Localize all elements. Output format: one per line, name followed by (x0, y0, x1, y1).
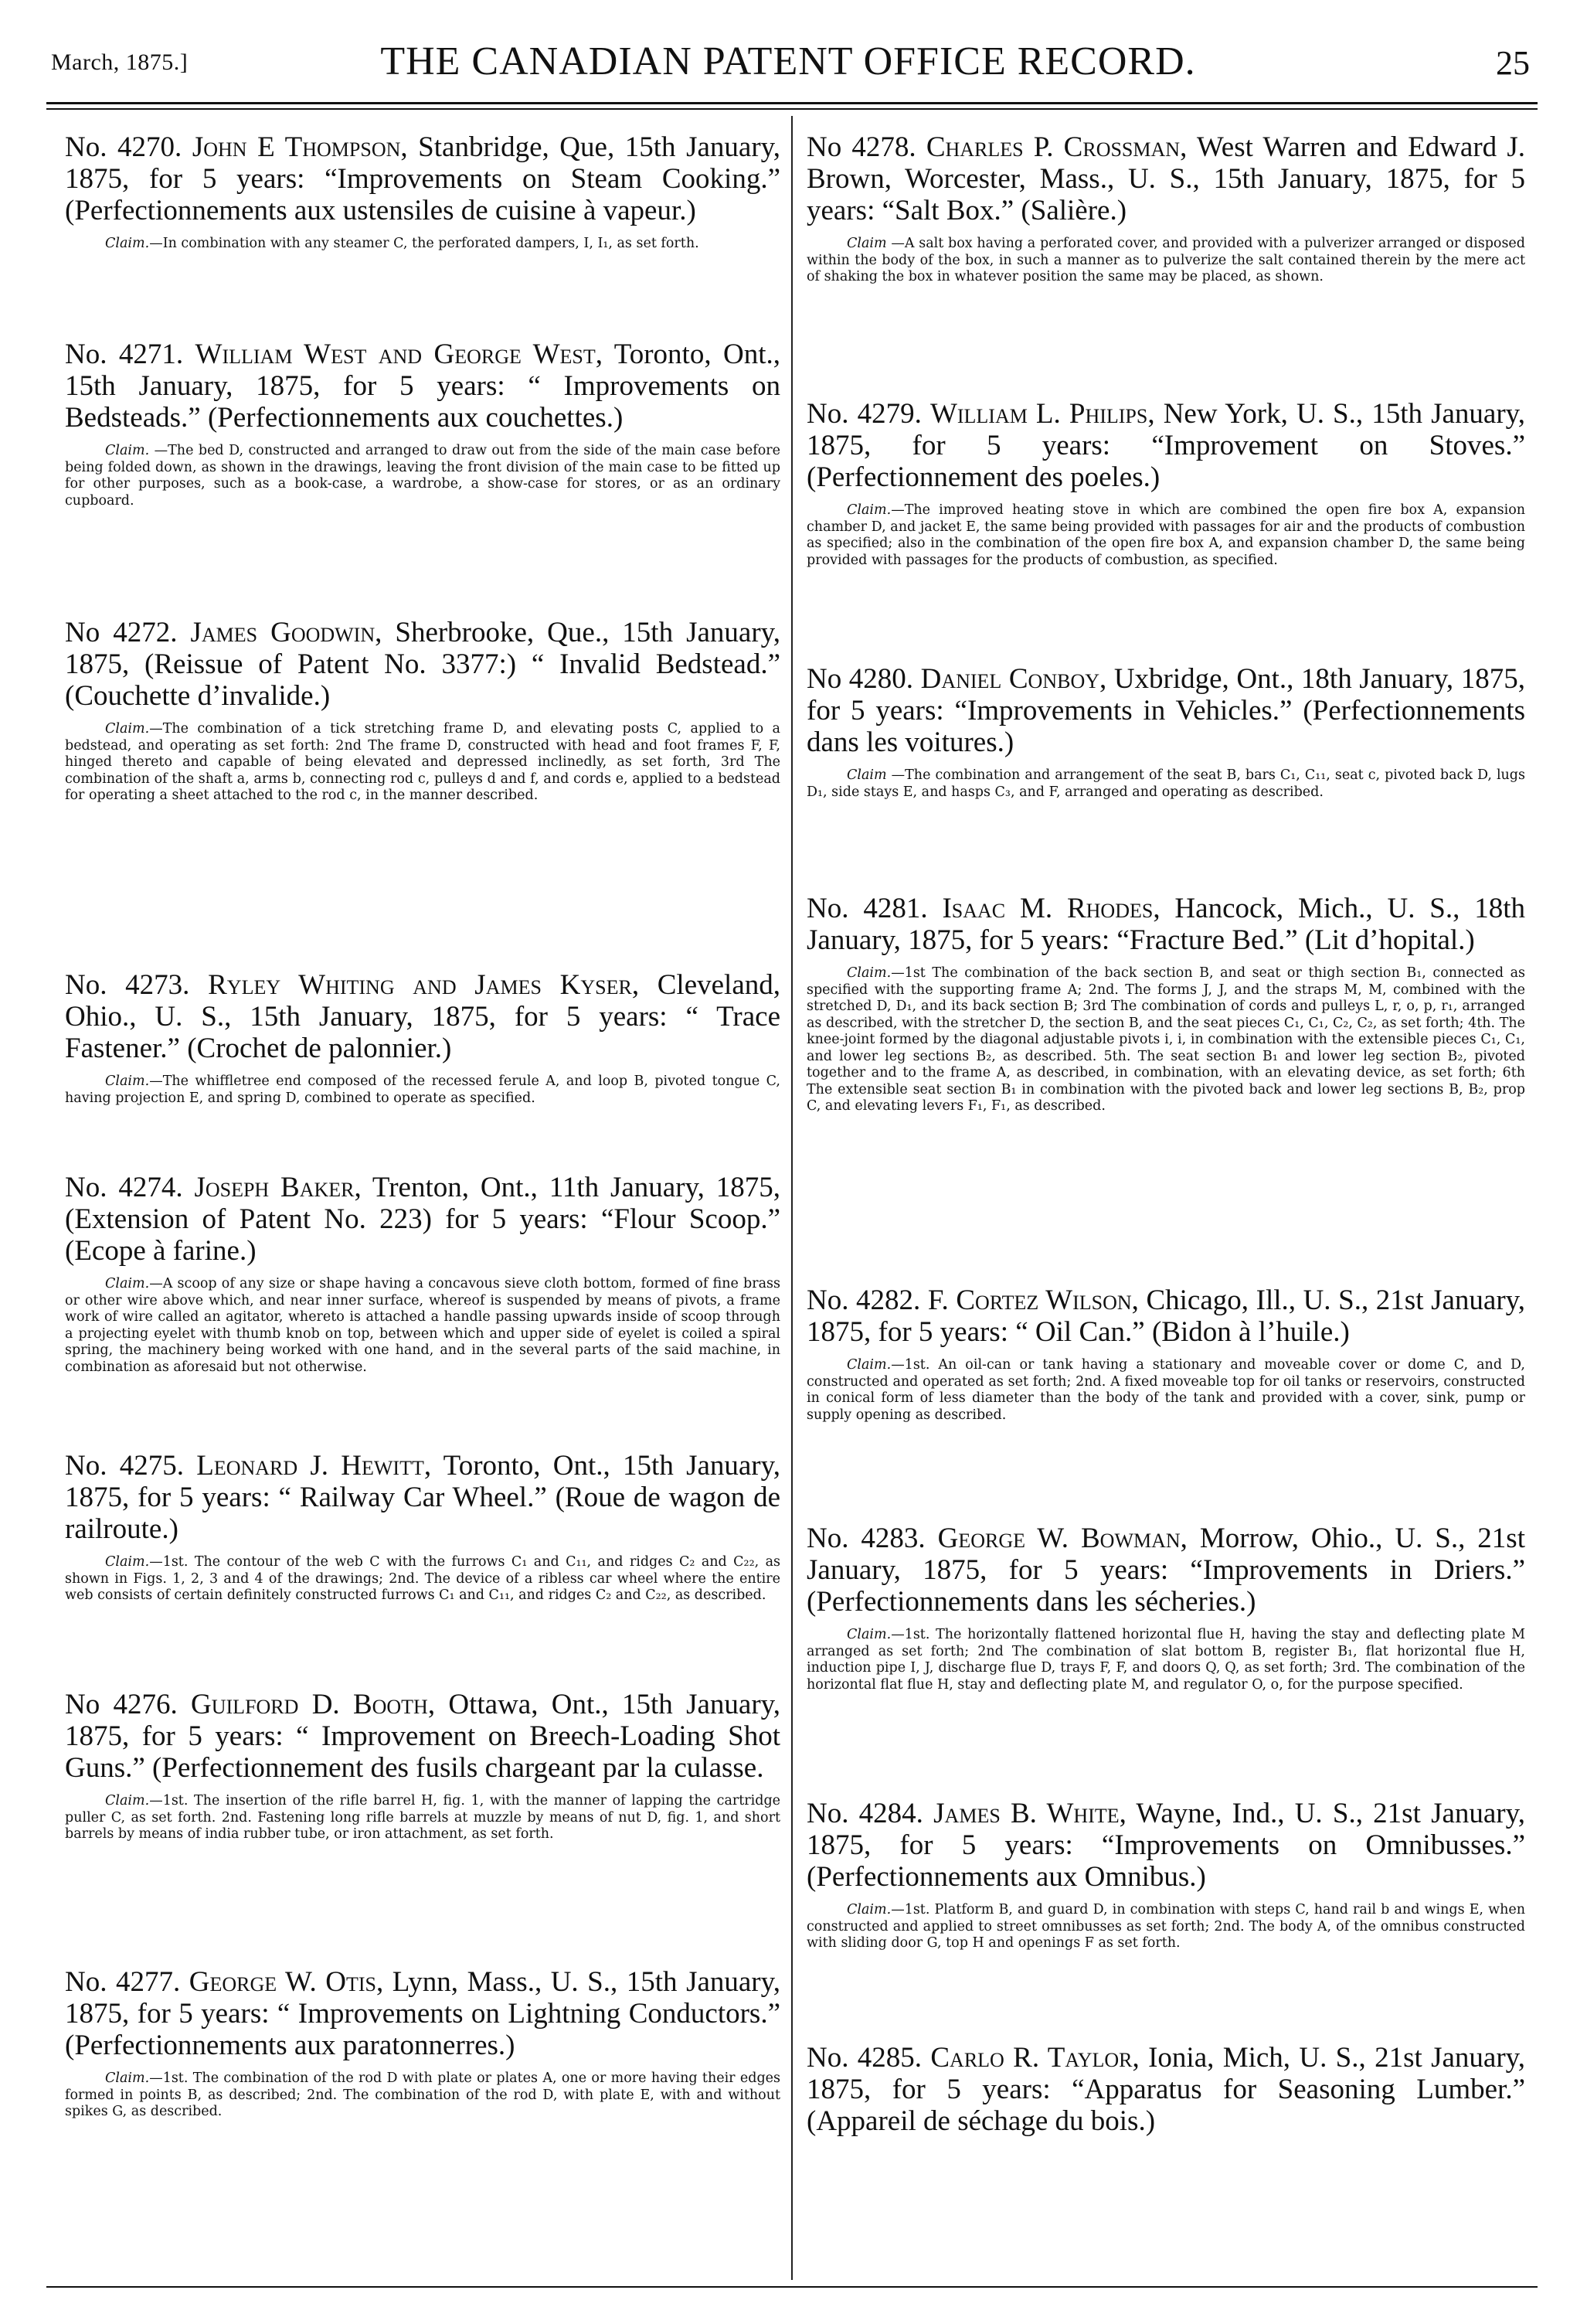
patentee-name: Isaac M. Rhodes (942, 893, 1154, 924)
patent-details: , Cleveland, Ohio., U. S., 15th January, 1875, for 5 years: “ Trace Fastener.” (Crochet de palonnier.) (65, 969, 781, 1064)
patentee-name: Carlo R. Taylor (930, 2042, 1133, 2074)
patent-claim (65, 1276, 780, 1376)
entry-heading (807, 1798, 1525, 1893)
patent-number: No. 4281. (807, 893, 928, 924)
patent-entry-4271 (65, 339, 780, 509)
patent-number: No. 4285. (807, 2042, 923, 2074)
patent-claim (65, 1554, 780, 1604)
patentee-name: George W. Otis (189, 1966, 376, 1998)
claim-label: Claim. (105, 443, 150, 458)
claim-label: Claim. (847, 1357, 892, 1373)
patent-number: No. 4275. (65, 1450, 184, 1482)
claim-label: Claim. (105, 1554, 150, 1570)
patent-claim (65, 1793, 780, 1843)
patent-claim (65, 721, 780, 805)
patent-claim (807, 502, 1525, 569)
patent-entry-4283 (807, 1523, 1525, 1693)
entry-heading (65, 1450, 780, 1545)
claim-label: Claim. (105, 2071, 150, 2086)
patent-claim (807, 236, 1525, 286)
patent-entry-4272 (65, 617, 780, 805)
header-title: THE CANADIAN PATENT OFFICE RECORD. (380, 39, 1196, 83)
claim-text: —The improved heating stove in which are combined the open fire box A, expansion chamber D, and jacket E, the same being provided with passages for air and the products of combustion as specified; also in the combination of the open fire box A, and expansion chamber D, the same being provided with passages for the products of combustion, as specified. (807, 502, 1525, 568)
patent-number: No. 4283. (807, 1523, 926, 1554)
claim-text: —1st. Platform B, and guard D, in combination with steps C, hand rail b and wings E, when constructed and applied to street omnibusses as set forth; 2nd. The body A, of the omnibus constructed with sliding door G, top H and openings F as set forth. (807, 1902, 1525, 1951)
patent-claim (65, 2071, 780, 2121)
patent-number: No. 4282. (807, 1284, 921, 1316)
header-date: March, 1875.] (51, 49, 189, 75)
claim-label: Claim (847, 236, 887, 251)
patent-claim (807, 1902, 1525, 1952)
patent-entry-4276 (65, 1689, 780, 1843)
claim-label: Claim. (105, 1276, 150, 1291)
patentee-name: William L. Philips (929, 398, 1148, 430)
entry-heading (807, 131, 1525, 226)
patent-claim (65, 236, 780, 253)
patent-details: , Toronto, Ont., 15th January, 1875, for 5 years: “ Railway Car Wheel.” (Roue de wagon de railroute.) (65, 1450, 780, 1545)
patent-claim (65, 1074, 780, 1107)
header-rule (46, 102, 1538, 104)
patentee-name: William West and George West (195, 339, 596, 370)
patent-details: , Chicago, Ill., U. S., 21st January, 1875, for 5 years: “ Oil Can.” (Bidon à l’huile.) (807, 1284, 1525, 1348)
patent-entry-4281 (807, 893, 1525, 1115)
patent-entry-4284 (807, 1798, 1525, 1952)
patentee-name: F. Cortez Wilson (927, 1284, 1132, 1316)
patent-entry-4279 (807, 398, 1525, 569)
claim-label: Claim. (105, 1074, 150, 1089)
patent-number: No 4280. (807, 663, 914, 695)
patent-entry-4282 (807, 1284, 1525, 1424)
patentee-name: James B. White (933, 1798, 1120, 1829)
patent-details: , Ionia, Mich, U. S., 21st January, 1875, for 5 years: “Apparatus for Seasoning Lumber.” (Appareil de séchage du bois.) (807, 2042, 1525, 2137)
patent-number: No. 4273. (65, 969, 190, 1001)
claim-label: Claim. (847, 1902, 892, 1917)
patent-entry-4270 (65, 131, 780, 253)
patentee-name: Charles P. Crossman (926, 131, 1181, 163)
patentee-name: Leonard J. Hewitt (196, 1450, 424, 1482)
patent-entry-4274 (65, 1172, 780, 1376)
patent-number: No. 4284. (807, 1798, 923, 1829)
patent-details: , Ottawa, Ont., 15th January, 1875, for 5 years: “ Improvement on Breech-Loading Shot Guns.” (Perfectionnement des fusils chargeant par la culasse. (65, 1689, 780, 1784)
patentee-name: James Goodwin (190, 617, 376, 648)
patent-details: , Lynn, Mass., U. S., 15th January, 1875, for 5 years: “ Improvements on Lightning Conductors.” (Perfectionnements aux paratonnerres.) (65, 1966, 780, 2061)
patent-entry-4277 (65, 1966, 780, 2121)
patent-entry-4273 (65, 969, 780, 1107)
patent-details: , Hancock, Mich., U. S., 18th January, 1875, for 5 years: “Fracture Bed.” (Lit d’hopital.) (807, 893, 1525, 956)
entry-heading (65, 1172, 780, 1267)
claim-label: Claim. (847, 502, 892, 518)
claim-text: —The combination of a tick stretching frame D, and elevating posts C, applied to a bedstead, and operating as set forth: 2nd The frame D, constructed with head and foot frames F, F, hinged thereto and capable of being elevated and depressed inclinedly, as set forth, 3rd The combination of the shaft a, arms b, connecting rod c, pulleys d and f, and cords e, applied to a bedstead for operating a sheet attached to the rod c, in the manner described. (65, 721, 780, 803)
claim-text: —A scoop of any size or shape having a concavous sieve cloth bottom, formed of fine brass or other wire above which, and near inner surface, whereof is suspended by means of pivots, a frame work of wire called an agitator, whereto is attached a handle passing upwards inside of scoop through a projecting eyelet with thumb knob on top, between which and upper side of eyelet is coiled a spiral spring, the machinery being worked with one hand, and in the several parts of the said machine, in combination as aforesaid but not otherwise. (65, 1276, 780, 1375)
header-rule-thin (46, 108, 1538, 110)
claim-text: —1st. The insertion of the rifle barrel H, fig. 1, with the manner of lapping the cartridge puller C, as set forth. 2nd. Fastening long rifle barrels at muzzle by means of nut D, fig. 1, and short barrels by means of india rubber tube, or iron attachment, as set forth. (65, 1793, 780, 1842)
patent-number: No 4278. (807, 131, 916, 163)
claim-text: —The whiffletree end composed of the recessed ferule A, and loop B, pivoted tongue C, having projection E, and spring D, combined to operate as specified. (65, 1074, 780, 1106)
entry-heading (807, 398, 1525, 493)
entry-heading (807, 663, 1525, 758)
entry-heading (65, 131, 780, 226)
claim-text: —1st. The contour of the web C with the furrows C₁ and C₁₁, and ridges C₂ and C₂₂, as shown in Figs. 1, 2, 3 and 4 of the drawings; 2nd. The device of a ribless car wheel where the entire web consists of certain definitely constructed furrows C₁ and C₁₁, and ridges C₂ and C₂₂, as described. (65, 1554, 780, 1603)
patent-entry-4278 (807, 131, 1525, 286)
claim-text: —1st The combination of the back section B, and seat or thigh section B₁, connected as specified with the supporting frame A; 2nd. The forms J, J, and the straps M, M, combined with the stretched D, D₁, and its back section B; 3rd The combination of cords and pulleys L, r, o, p, r₁, arranged as described, with the stretcher D, the section B, and the seat pieces C₁, C₁, C₂, C₂, as set forth; 4th. The knee-joint formed by the diagonal adjustable pivots i, i, in combination with the extensible pieces C₁, C₁, and lower leg sections B₂, as described. 5th. The seat section B₁ and lower leg section B₂, pivoted together and to the frame A, as described, in combination, with an elevating device, as set forth; 6th The extensible seat section B₁ in combination with the pivoted back and lower leg sections B, B₂, prop C, and elevating levers F₁, F₁, as described. (807, 965, 1525, 1114)
entry-heading (807, 1523, 1525, 1618)
patent-number: No 4276. (65, 1689, 178, 1720)
entry-heading (65, 617, 780, 712)
claim-text: —1st. The horizontally flattened horizontal flue H, having the stay and deflecting plate M arranged as set forth; 2nd The combination of slat bottom B, register B₁, flat horizontal flue H, induction pipe I, J, discharge flue D, trays F, F, and doors Q, Q, as set forth; 3rd. The combination of the horizontal flat flue H, stay and deflecting plate M, and regulator O, o, for the purpose specified. (807, 1627, 1525, 1693)
patent-claim (65, 443, 780, 509)
claim-label: Claim. (105, 721, 150, 737)
patent-number: No. 4279. (807, 398, 922, 430)
claim-text: —1st. An oil-can or tank having a stationary and moveable cover or dome C, and D, constructed and operated as set forth; 2nd. A fixed moveable top for oil tanks or reservoirs, constructed in conical form of less diameter than the body of the tank and provided with a cover, sink, pump or supply opening as described. (807, 1357, 1525, 1423)
patent-details: , Toronto, Ont., 15th January, 1875, for 5 years: “ Improvements on Bedsteads.” (Perfectionnements aux couchettes.) (65, 339, 780, 434)
claim-text: —The bed D, constructed and arranged to draw out from the side of the main case before being folded down, as shown in the drawings, leaving the front division of the main case to be fitted up for other purposes, such as a book-case, a wardrobe, a show-case for stores, or as an ordinary cupboard. (65, 443, 780, 509)
patent-details: , Wayne, Ind., U. S., 21st January, 1875, for 5 years: “Improvements on Omnibusses.” (Perfectionnements aux Omnibus.) (807, 1798, 1525, 1893)
patent-number: No. 4271. (65, 339, 184, 370)
patent-details: , West Warren and Edward J. Brown, Worcester, Mass., U. S., 15th January, 1875, for 5 years: “Salt Box.” (Salière.) (807, 131, 1525, 226)
claim-label: Claim. (847, 965, 892, 981)
patent-details: , Trenton, Ont., 11th January, 1875, (Extension of Patent No. 223) for 5 years: “Flour Scoop.” (Ecope à farine.) (65, 1172, 780, 1267)
patent-details: , Uxbridge, Ont., 18th January, 1875, for 5 years: “Improvements in Vehicles.” (Perfectionnements dans les voitures.) (807, 663, 1525, 758)
patentee-name: Joseph Baker (194, 1172, 355, 1203)
page-number: 25 (1496, 44, 1530, 82)
column-divider (791, 116, 793, 2280)
entry-heading (807, 1284, 1525, 1348)
claim-text: —A salt box having a perforated cover, and provided with a pulverizer arranged or disposed within the body of the box, in such a manner as to pulverize the salt contained therein by the mere act of shaking the box in whatever position the same may be placed, as shown. (807, 236, 1525, 284)
patent-claim (807, 1627, 1525, 1693)
patent-details: , Morrow, Ohio., U. S., 21st January, 1875, for 5 years: “Improvements in Driers.” (Perfectionnements dans les sécheries.) (807, 1523, 1525, 1618)
patent-number: No. 4277. (65, 1966, 181, 1998)
patent-claim (807, 767, 1525, 801)
entry-heading (65, 339, 780, 434)
entry-heading (65, 1966, 780, 2061)
patentee-name: Ryley Whiting and James Kyser (208, 969, 632, 1001)
entry-heading (807, 2042, 1525, 2137)
patent-details: , New York, U. S., 15th January, 1875, for 5 years: “Improvement on Stoves.” (Perfectionnement des poeles.) (807, 398, 1525, 493)
claim-text: —The combination and arrangement of the seat B, bars C₁, C₁₁, seat c, pivoted back D, lugs D₁, side stays E, and hasps C₃, and F, arranged and operating as described. (807, 767, 1525, 800)
patent-entry-4275 (65, 1450, 780, 1604)
entry-heading (65, 969, 780, 1064)
patent-claim (807, 1357, 1525, 1424)
patent-details: , Stanbridge, Que, 15th January, 1875, for 5 years: “Improvements on Steam Cooking.” (Perfectionnements aux ustensiles de cuisine à vapeur.) (65, 131, 780, 226)
entry-heading (807, 893, 1525, 956)
claim-label: Claim. (847, 1627, 892, 1642)
claim-text: —In combination with any steamer C, the perforated dampers, I, I₁, as set forth. (149, 236, 699, 251)
patentee-name: George W. Bowman (937, 1523, 1181, 1554)
patent-number: No. 4274. (65, 1172, 183, 1203)
patent-claim (807, 965, 1525, 1115)
patent-entry-4285 (807, 2042, 1525, 2137)
patent-entry-4280 (807, 663, 1525, 801)
patentee-name: Daniel Conboy (920, 663, 1099, 695)
patent-details: , Sherbrooke, Que., 15th January, 1875, (Reissue of Patent No. 3377:) “ Invalid Bedstead.” (Couchette d’invalide.) (65, 617, 780, 712)
entry-heading (65, 1689, 780, 1784)
patentee-name: Guilford D. Booth (191, 1689, 428, 1720)
claim-text: —1st. The combination of the rod D with plate or plates A, one or more having their edges formed in points B, as described; 2nd. The combination of the rod D, with plate E, with and without spikes G, as described. (65, 2071, 780, 2119)
patentee-name: John E Thompson (192, 131, 401, 163)
footer-rule (46, 2286, 1538, 2288)
claim-label: Claim (847, 767, 887, 783)
claim-label: Claim. (105, 1793, 150, 1809)
claim-label: Claim. (105, 236, 150, 251)
patent-number: No 4272. (65, 617, 178, 648)
patent-number: No. 4270. (65, 131, 182, 163)
